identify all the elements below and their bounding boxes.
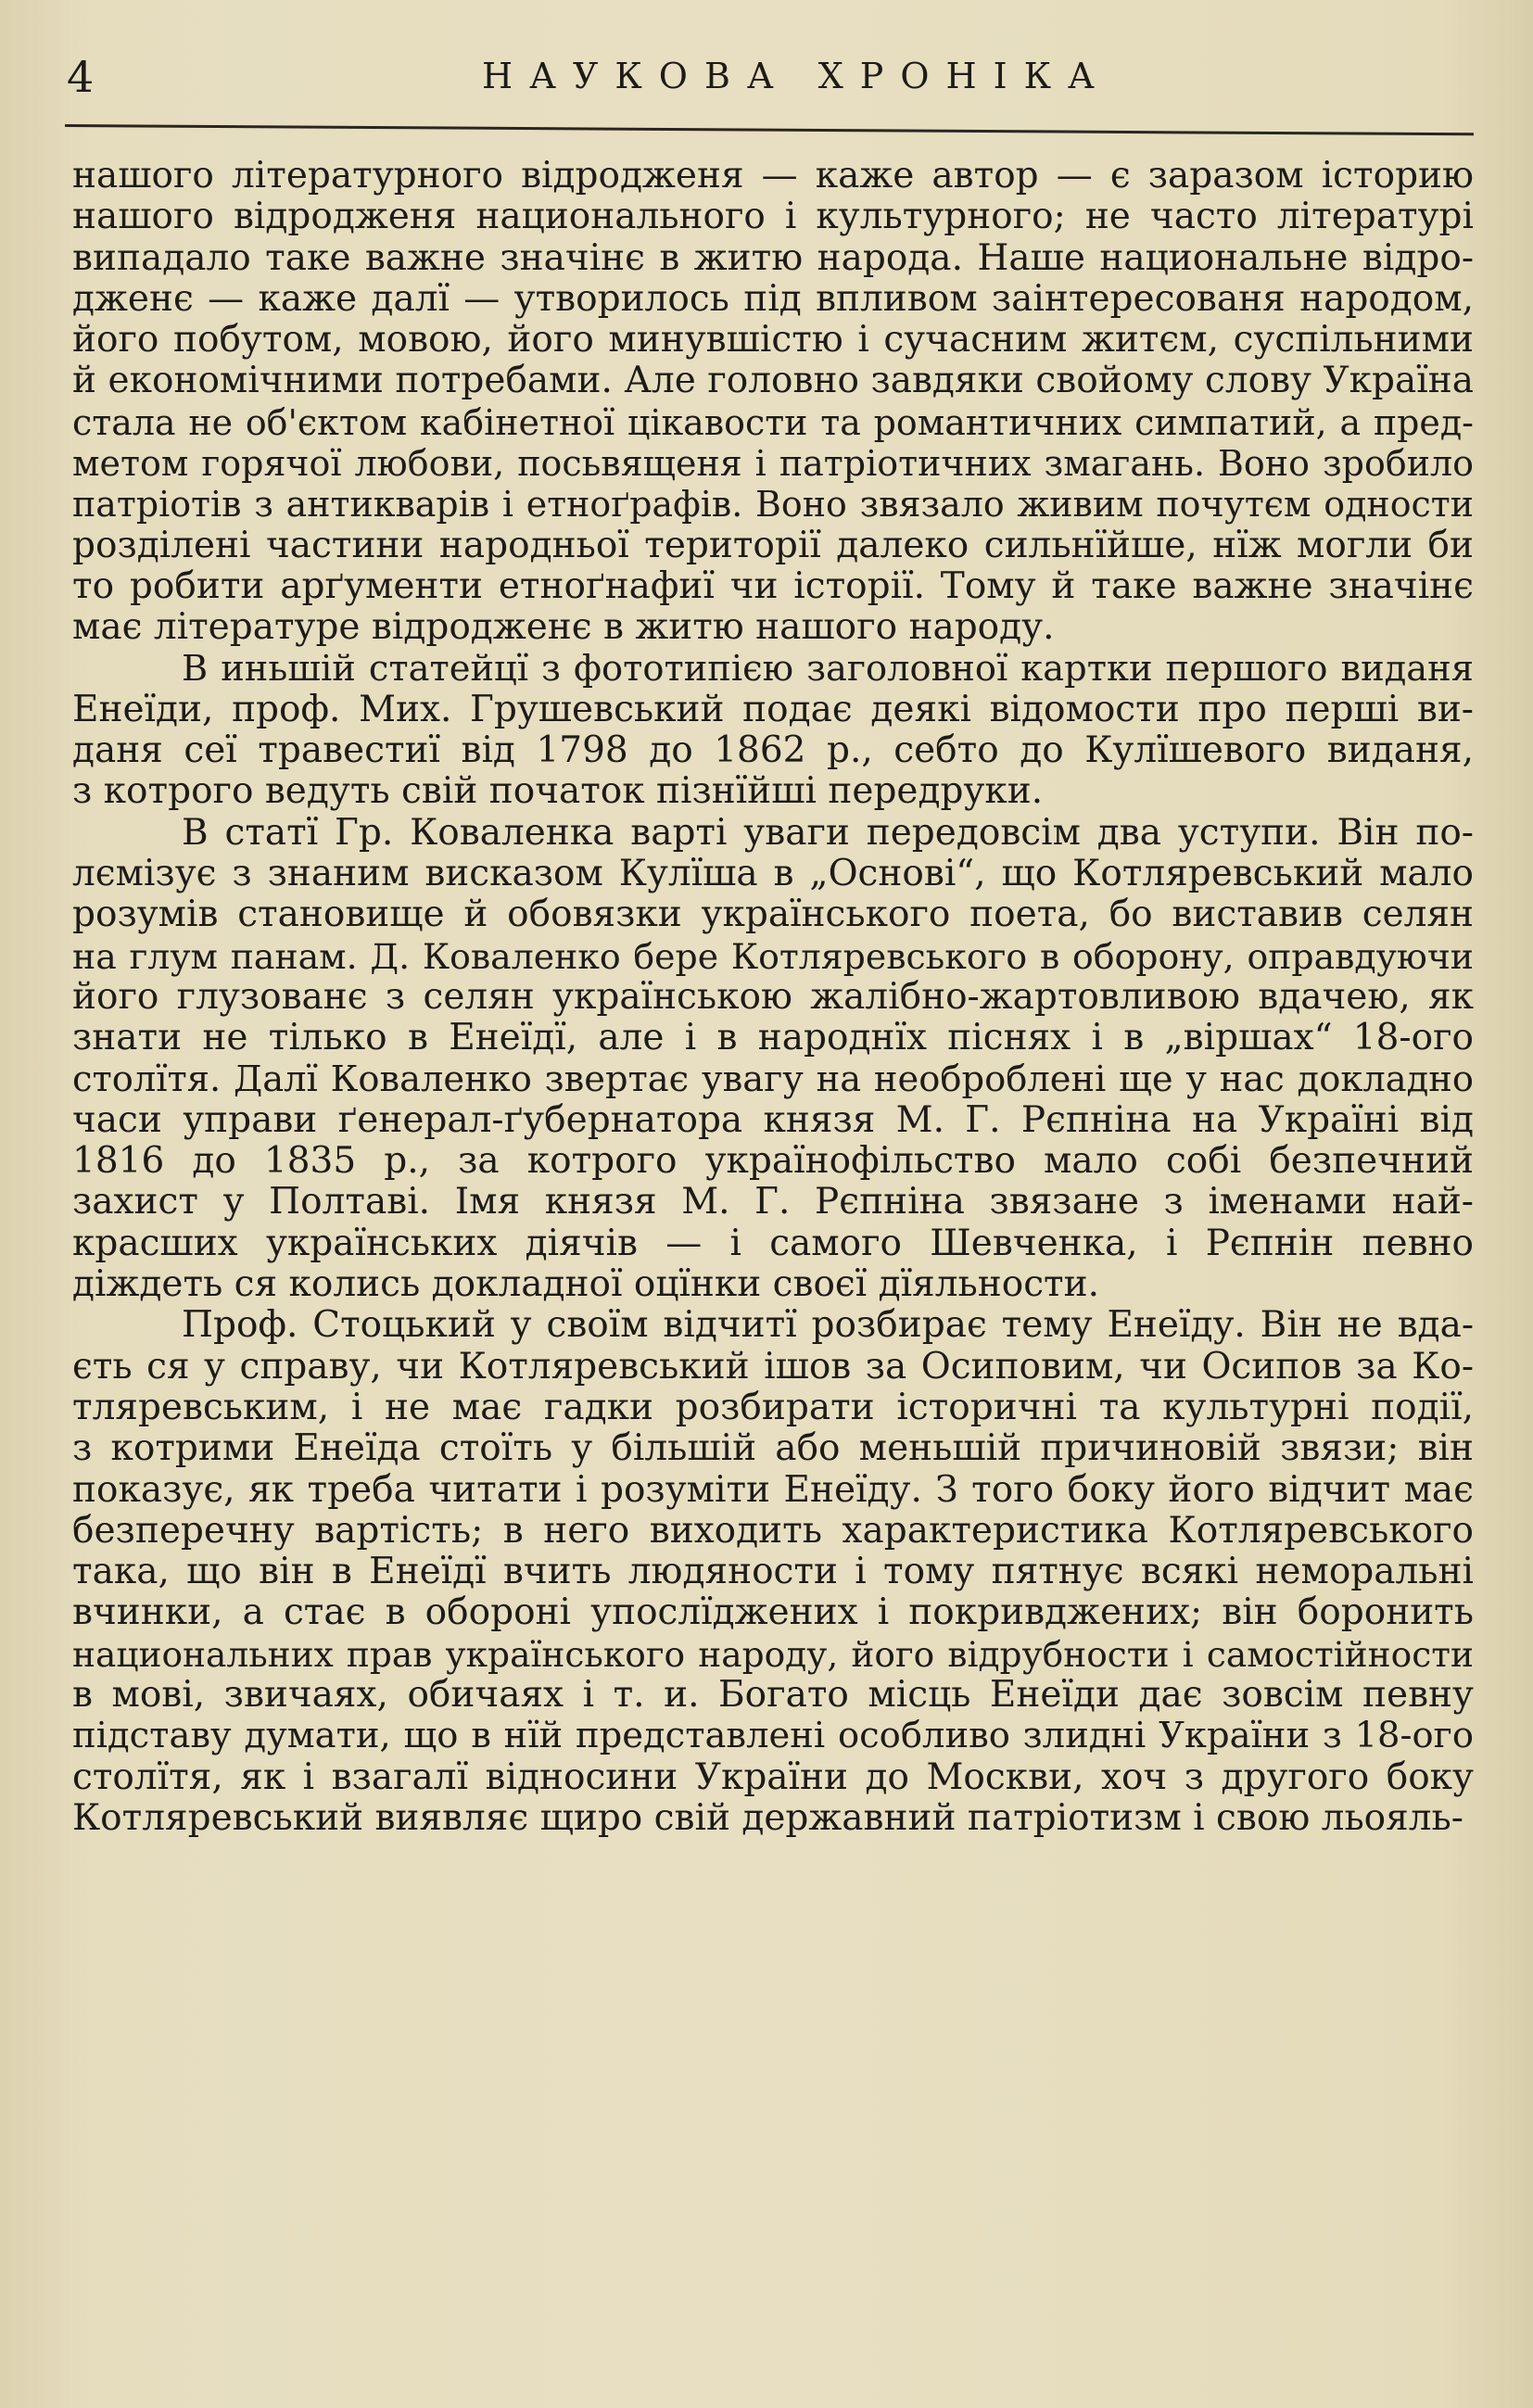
running-title: НАУКОВА ХРОНІКА <box>482 56 1111 96</box>
text-line: стала не об'єктом кабінетної цікавости та романтичних симпатий, а пред- <box>72 401 1474 443</box>
text-line: на глум панам. Д. Коваленко бере Котляревського в оборону, оправдуючи <box>72 935 1474 977</box>
text-line: дженє — каже далї — утворилось під впливом заінтересованя народом, <box>72 278 1474 320</box>
text-line: випадало таке важне значінє в житю народа. Наше национальне відро- <box>72 237 1474 279</box>
text-line: В статї Гр. Коваленка варті уваги передовсім два уступи. Він по- <box>182 812 1474 854</box>
text-line: й економічними потребами. Але головно завдяки свойому слову Україна <box>72 361 1474 402</box>
text-line: захист у Полтаві. Імя князя М. Г. Рєпніна звязане з іменами най- <box>72 1182 1474 1223</box>
text-line: вчинки, а стає в обороні упослїджених і покривджених; він боронить <box>72 1592 1474 1634</box>
text-line: Котляревський виявляє щиро свій державний патріотизм і свою льояль- <box>72 1797 1463 1839</box>
text-line: розумів становище й обовязки українського поета, бо виставив селян <box>72 894 1474 936</box>
text-line: тляревським, і не має гадки розбирати історичні та культурні події, <box>72 1387 1474 1428</box>
text-line: діждеть ся колись докладної оцїнки своєї дїяльности. <box>72 1264 1100 1306</box>
body-text <box>72 156 1474 1839</box>
text-line: то робити арґументи етноґнафиї чи історії. Тому й таке важне значінє <box>72 565 1474 607</box>
text-line: його глузованє з селян українською жалібно-жартовливою вдачею, як <box>72 976 1474 1018</box>
header-rule <box>65 124 1474 135</box>
text-line: така, що він в Енеїдї вчить людяности і тому пятнує всякі неморальні <box>72 1552 1474 1593</box>
text-line: нашого літературного відродженя — каже автор — є заразом історию <box>72 156 1474 196</box>
text-line: єть ся у справу, чи Котляревський ішов за Осиповим, чи Осипов за Ко- <box>72 1346 1474 1388</box>
text-line: Проф. Стоцький у своїм відчитї розбирає тему Енеїду. Він не вда- <box>182 1305 1474 1347</box>
text-line: знати не тілько в Енеїдї, але і в народнїх піснях і в „віршах“ 18-ого <box>72 1018 1474 1059</box>
paragraph <box>72 1305 1474 1839</box>
text-line: Енеїди, проф. Мих. Грушевський подає деякі відомости про перші ви- <box>72 689 1474 730</box>
text-line: лємізує з знаним висказом Кулїша в „Основі“, що Котляревський мало <box>72 854 1474 895</box>
text-line: безперечну вартість; в него виходить характеристика Котляревського <box>72 1510 1474 1552</box>
text-line: часи управи ґенерал-ґубернатора князя М. Г. Рєпніна на Україні від <box>72 1099 1474 1141</box>
page-number: 4 <box>67 52 96 102</box>
text-line: його побутом, мовою, його минувшістю і сучасним житєм, суспільними <box>72 320 1474 361</box>
paragraph <box>72 813 1474 1306</box>
text-line: з котрого ведуть свій початок пізнїйші передруки. <box>72 771 1044 813</box>
text-line: показує, як треба читати і розуміти Енеїду. З того боку його відчит має <box>72 1469 1474 1511</box>
text-line: метом горячої любови, посьвященя і патріотичних змагань. Воно зробило <box>72 443 1474 485</box>
text-line: нашого відродженя национального і культурного; не часто літературі <box>72 196 1474 238</box>
text-line: патріотів з антикварів і етноґрафів. Воно звязало живим почутєм одности <box>72 484 1474 526</box>
text-line: В иньшій статейцї з фототипією заголовної картки першого виданя <box>182 648 1474 690</box>
page-header <box>0 46 1533 111</box>
text-line: розділені частини народньої території далеко сильнїйше, нїж могли би <box>72 525 1474 566</box>
text-line: підставу думати, що в нїй представлені особливо злидні України з 18-ого <box>72 1716 1474 1757</box>
paragraph <box>72 156 1474 649</box>
text-line: национальних прав українського народу, його відрубности і самостійности <box>72 1633 1474 1675</box>
text-line: красших українських діячів — і самого Шевченка, і Рєпнін певно <box>72 1223 1474 1264</box>
text-line: столїтя, як і взагалї відносини України до Москви, хоч з другого боку <box>72 1756 1474 1798</box>
text-line: з котрими Енеїда стоїть у більшій або меньшій причиновій звязи; він <box>72 1428 1474 1470</box>
text-line: даня сеї травестиї від 1798 до 1862 р., себто до Кулїшевого виданя, <box>72 730 1474 772</box>
text-line: в мові, звичаях, обичаях і т. и. Богато місць Енеїди дає зовсім певну <box>72 1674 1474 1716</box>
text-line: 1816 до 1835 р., за котрого українофільство мало собі безпечний <box>72 1141 1474 1183</box>
text-line: столїтя. Далї Коваленко звертає увагу на необроблені ще у нас докладно <box>72 1058 1474 1100</box>
paragraph <box>72 649 1474 813</box>
text-line: має літературе відродженє в житю нашого народу. <box>72 607 1055 649</box>
